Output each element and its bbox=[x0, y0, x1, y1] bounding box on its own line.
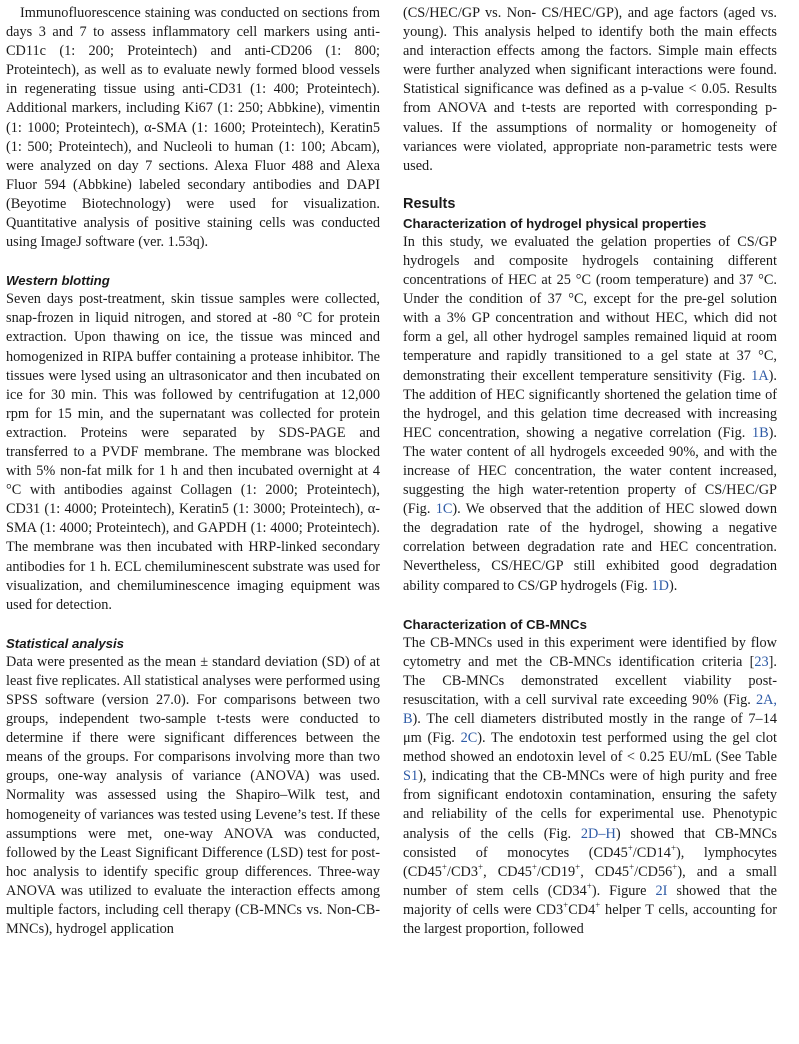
text-segment: ]. The CB-MNCs demonstrated excellent viability post-resuscitation, with a cell survival rate exceeding 90% (Fig. bbox=[403, 653, 777, 708]
superscript-plus: + bbox=[595, 900, 601, 911]
heading-cb-mncs: Characterization of CB-MNCs bbox=[403, 616, 587, 632]
heading-statistical-analysis: Statistical analysis bbox=[6, 635, 125, 651]
text-segment: CD4 bbox=[568, 901, 596, 918]
paragraph-hydrogel-properties bbox=[403, 233, 777, 596]
right-column bbox=[403, 4, 777, 939]
citation-link-23[interactable]: 23 bbox=[754, 653, 769, 670]
text-segment: , CD45 bbox=[580, 863, 630, 880]
text-segment: /CD14 bbox=[632, 844, 671, 861]
text-segment: ) showed that CB-MNCs consisted of monocytes (CD45 bbox=[403, 825, 777, 861]
text-segment: ), indicating that the CB-MNCs were of high purity and free from significant endotoxin contamination, ensuring the safety and reliability of the cells for experimental use. Phenotypic analysis of the cells (Fig. bbox=[403, 768, 777, 842]
text-segment: In this study, we evaluated the gelation properties of CS/GP hydrogels and composite hydrogels containing different concentrations of HEC at 25 °C (room temperature) and 37 °C. Under the condition of 37 °C, except for the pre-gel solution with a 3% GP concentration and without HEC, which did not form a gel, all other hydrogel samples remained liquid at room temperature and rapidly transitioned to a gel state at 37 °C, demonstrating their excellent temperature sensitivity (Fig. bbox=[403, 233, 777, 384]
superscript-plus: + bbox=[586, 881, 592, 892]
superscript-plus: + bbox=[670, 842, 677, 853]
text-segment: ). The cell diameters distributed mostly in the range of 7–14 μm (Fig. bbox=[403, 711, 777, 747]
text-segment: showed that the majority of cells were CD3 bbox=[403, 882, 778, 918]
figure-link-1a[interactable]: 1A bbox=[751, 367, 769, 384]
text-segment: /CD19 bbox=[536, 863, 576, 880]
superscript-plus: + bbox=[441, 861, 447, 872]
superscript-plus: + bbox=[477, 861, 484, 872]
text-segment: The CB-MNCs used in this experiment were identified by flow cytometry and met the CB-MNCs identification criteria [ bbox=[403, 634, 777, 670]
heading-hydrogel-properties: Characterization of hydrogel physical properties bbox=[403, 215, 707, 231]
text-segment: ). We observed that the addition of HEC slowed down the degradation rate of the hydrogel, showing a negative correlation between degradation rate and HEC concentration. Nevertheless, CS/HEC/GP still exhibited good degradation ability compared to CS/GP hydrogels (Fig. bbox=[403, 501, 778, 594]
table-link-s1[interactable]: S1 bbox=[403, 768, 419, 785]
paragraph-western-blotting: Seven days post-treatment, skin tissue samples were collected, snap-frozen in liquid nitrogen, and stored at -80 °C for protein extraction. Upon thawing on ice, the tissue was minced and homogenized in RIPA buffer containing a protease inhibitor. The tissues were lysed using an ultrasonicator and then incubated on ice for 30 min. This was followed by centrifugation at 12,000 rpm for 15 min, and the supernatant was collected for protein extraction. Proteins were separated by SDS-PAGE and transferred to a PVDF membrane. The membrane was blocked with 5% non-fat milk for 1 h and then incubated overnight at 4 °C with antibodies against Collagen (1: 2000; Proteintech), CD31 (1: 4000; Proteintech), Keratin5 (1: 3000; Proteintech), α-SMA (1: 4000; Proteintech), and GAPDH (1: 4000; Proteintech). The membrane was then incubated with HRP-linked secondary antibodies for 1 h. ECL chemiluminescent substrate was used for visualization, and chemiluminescence imaging equipment was used for detection. bbox=[6, 291, 380, 613]
text-segment: /CD56 bbox=[634, 863, 673, 880]
text-segment: ). Figure bbox=[591, 882, 656, 899]
heading-western-blotting: Western blotting bbox=[6, 273, 110, 289]
paragraph-statistical-analysis-continued: (CS/HEC/GP vs. Non- CS/HEC/GP), and age factors (aged vs. young). This analysis helped to identify both the main effects and interaction effects among the factors. Simple main effects were further analyzed when significant interactions were found. Statistical significance was defined as a p-value < 0.05. Results from ANOVA and t-tests are reported with corresponding p-values. If the assumptions of normality or homogeneity of variances were violated, appropriate non-parametric tests were used. bbox=[403, 5, 777, 174]
text-segment: , CD45 bbox=[483, 863, 532, 880]
text-segment: ). The addition of HEC significantly shortened the gelation time of the hydrogel, and this gelation time decreased with increasing HEC concentration, showing a negative correlation (Fig. bbox=[403, 367, 777, 441]
text-segment: ). The endotoxin test performed using the gel clot method showed an endotoxin level of < 0.25 EU/mL (See Table bbox=[403, 730, 778, 766]
superscript-plus: + bbox=[627, 842, 633, 853]
figure-link-2i[interactable]: 2I bbox=[655, 882, 668, 899]
paragraph-cb-mncs bbox=[403, 634, 777, 940]
superscript-plus: + bbox=[575, 861, 581, 872]
superscript-plus: + bbox=[563, 900, 569, 911]
figure-link-1b[interactable]: 1B bbox=[751, 424, 769, 441]
text-segment: ). bbox=[668, 577, 678, 594]
figure-link-1c[interactable]: 1C bbox=[435, 501, 453, 518]
figure-link-1d[interactable]: 1D bbox=[651, 577, 669, 594]
text-segment: /CD3 bbox=[447, 863, 478, 880]
text-segment: ). The water content of all hydrogels exceeded 90%, and with the increase of HEC concentration, the water content increased, suggesting the high water-retention property of CS/HEC/GP (Fig. bbox=[403, 424, 777, 518]
text-segment: ), lymphocytes (CD45 bbox=[403, 844, 777, 880]
superscript-plus: + bbox=[672, 861, 678, 872]
paragraph-statistical-analysis: Data were presented as the mean ± standard deviation (SD) of at least five replicates. All statistical analyses were performed using SPSS software (version 27.0). For comparisons between two groups, independent two-sample t-tests were conducted to determine if there were significant differences between the means of the groups. For comparisons involving more than two groups, one-way analysis of variance (ANOVA) was used. Normality was assessed using the Shapiro–Wilk test, and homogeneity of variances was tested using Levene’s test. If these assumptions were met, one-way ANOVA was conducted, followed by the Least Significant Difference (LSD) test for post-hoc analysis to identify specific group differences. Three-way ANOVA was utilized to evaluate the interaction effects among multiple factors, including cell therapy (CB-MNCs vs. Non-CB-MNCs), hydrogel application bbox=[6, 653, 380, 938]
superscript-plus: + bbox=[629, 861, 635, 872]
figure-link-2d-h[interactable]: 2D–H bbox=[580, 825, 616, 842]
heading-results: Results bbox=[403, 195, 456, 212]
figure-link-2ab[interactable]: 2A, B bbox=[403, 691, 777, 727]
figure-link-2c[interactable]: 2C bbox=[460, 730, 478, 747]
superscript-plus: + bbox=[531, 861, 537, 872]
text-segment: helper T cells, accounting for the largest proportion, followed bbox=[403, 901, 777, 938]
text-segment: ), and a small number of stem cells (CD34 bbox=[403, 863, 777, 899]
left-column bbox=[6, 4, 380, 939]
paragraph-immunofluorescence: Immunofluorescence staining was conducted on sections from days 3 and 7 to assess inflammatory cell markers using anti-CD11c (1: 200; Proteintech) and anti-CD206 (1: 800; Proteintech), as well as to evaluate newly formed blood vessels in regenerating tissue using anti-CD31 (1: 400; Proteintech). Additional markers, including Ki67 (1: 250; Abbkine), vimentin (1: 1000; Proteintech), α-SMA (1: 1600; Proteintech), Keratin5 (1: 500; Proteintech), and Nucleoli to human (1: 100; Abcam), were analyzed on day 7 sections. Alexa Fluor 488 and Alexa Fluor 594 (Abbkine) labeled secondary antibodies and DAPI (Beyotime Biotechnology) were used for visualization. Quantitative analysis of positive staining cells was conducted using ImageJ software (ver. 1.53q). bbox=[6, 5, 380, 251]
